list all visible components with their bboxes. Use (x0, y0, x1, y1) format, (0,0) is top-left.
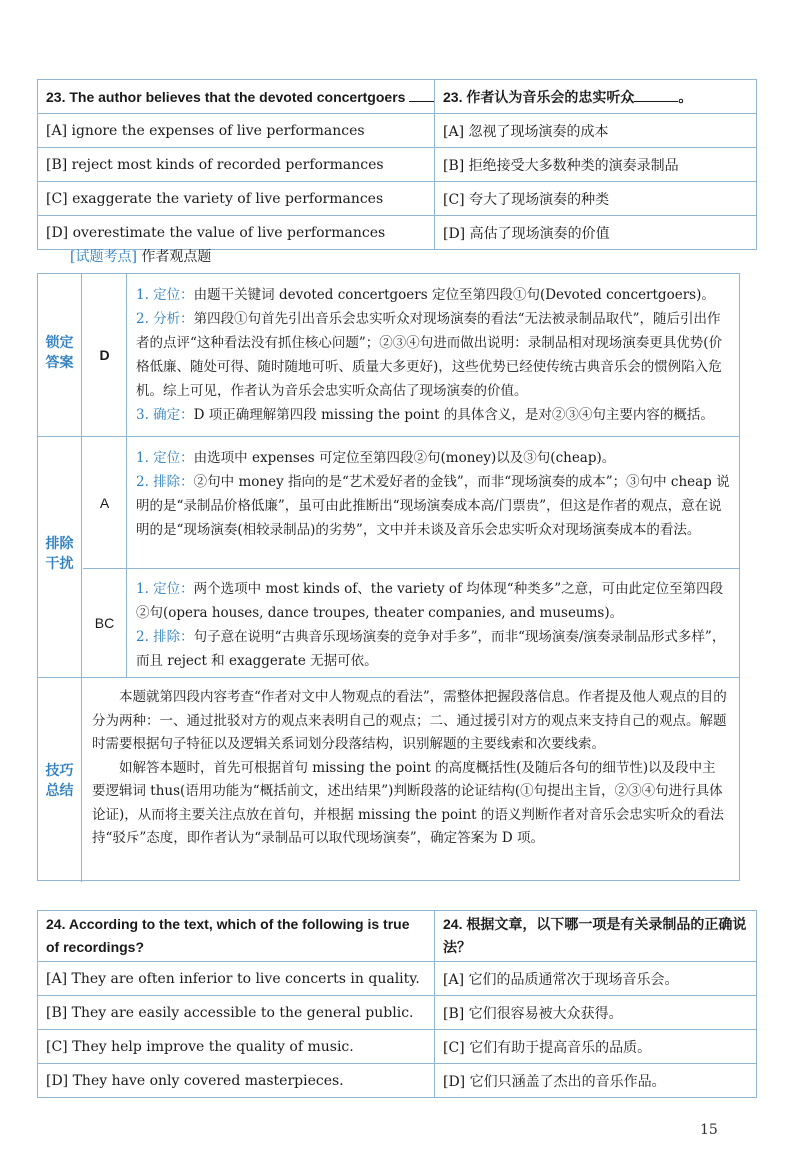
exclude-bc-body (136, 577, 731, 673)
side-label-line: 干扰 (45, 555, 74, 571)
step-text: 第四段①句首先引出音乐会忠实听众对现场演奏的看法“无法被录制品取代”，随后引出作者的点评“这种看法没有抓住核心问题”；②③④句进而做出说明：录制品相对现场演奏更具优势(价格低廉、随处可得、随时随地可听、质量大多更好)，这些优势已经使传统古典音乐会的惯例陷入危机。综上可见，作者认为音乐会忠实听众高估了现场演奏的价值。 (136, 311, 723, 399)
step-text: ②句中 money 指向的是“艺术爱好者的金钱”，而非“现场演奏的成本”；③句中 cheap 说明的是“录制品价格低廉”，虽可由此推断出“现场演奏成本高/门票贵”，但这是作者的观点，意在说明的是“现场演奏(相较录制品)的劣势”，文中并未谈及音乐会忠实听众对现场演奏成本的看法。 (136, 474, 730, 538)
test-point-value: 作者观点题 (141, 249, 212, 265)
option-zh: [B] 它们很容易被大众获得。 (435, 996, 757, 1030)
exclude-section (38, 436, 739, 678)
option-en: [C] They help improve the quality of music. (38, 1030, 435, 1064)
analysis-box (37, 273, 740, 881)
question-24-stem-en: 24. According to the text, which of the following is true of recordings? (38, 911, 435, 962)
option-en: [B] reject most kinds of recorded performances (38, 148, 435, 182)
lock-line-2 (136, 307, 731, 403)
option-en: [B] They are easily accessible to the general public. (38, 996, 435, 1030)
option-zh: [D] 高估了现场演奏的价值 (435, 216, 757, 250)
exclude-label (38, 437, 82, 678)
option-zh: [C] 夸大了现场演奏的种类 (435, 182, 757, 216)
test-point-label: [试题考点] (70, 249, 137, 265)
option-en: [C] exaggerate the variety of live performances (38, 182, 435, 216)
side-label-line: 答案 (45, 354, 74, 370)
divider (83, 568, 739, 569)
question-24-table (37, 910, 757, 1098)
test-point (70, 246, 211, 266)
option-a-cell: A (83, 437, 127, 568)
question-24-stem-row (38, 911, 757, 962)
option-row-b (38, 996, 757, 1030)
exclude-a-body (136, 446, 731, 542)
exclude-bc-line-1 (136, 577, 731, 625)
step-text: 由题干关键词 devoted concertgoers 定位至第四段①句(Devoted concertgoers)。 (193, 287, 715, 303)
option-zh: [C] 它们有助于提高音乐的品质。 (435, 1030, 757, 1064)
tips-paragraph-1: 本题就第四段内容考查“作者对文中人物观点的看法”，需整体把握段落信息。作者提及他人观点的目的分为两种：一、通过批驳对方的观点来表明自己的观点；二、通过援引对方的观点来支持自己的观点。解题时需要根据句子特征以及逻辑关系词划分段落结构，识别解题的主要线索和次要线索。 (92, 689, 727, 752)
option-bc-cell: BC (83, 568, 127, 678)
option-en: [D] overestimate the value of live performances (38, 216, 435, 250)
step-label: 1. 定位： (136, 581, 194, 597)
tips-body (92, 686, 729, 851)
question-24-stem-zh: 24. 根据文章，以下哪一项是有关录制品的正确说法？ (435, 911, 757, 962)
lock-answer-body (136, 283, 731, 427)
lock-line-3 (136, 403, 731, 427)
option-zh: [A] 忽视了现场演奏的成本 (435, 114, 757, 148)
option-zh: [D] 它们只涵盖了杰出的音乐作品。 (435, 1064, 757, 1098)
answer-blank (409, 89, 434, 102)
step-label: 2. 排除： (136, 474, 194, 490)
exclude-a-line-2 (136, 470, 731, 542)
option-zh: [B] 拒绝接受大多数种类的演奏录制品 (435, 148, 757, 182)
side-label-line: 排除 (45, 535, 74, 551)
side-label-line: 总结 (45, 782, 74, 798)
answer-blank (634, 89, 678, 102)
lock-answer-section (38, 274, 739, 436)
option-row-d (38, 216, 757, 250)
step-label: 1. 定位： (136, 287, 194, 303)
tips-section (38, 677, 739, 883)
tips-label (38, 678, 82, 882)
option-en: [D] They have only covered masterpieces. (38, 1064, 435, 1098)
option-en: [A] They are often inferior to live concerts in quality. (38, 962, 435, 996)
step-text: 句子意在说明“古典音乐现场演奏的竞争对手多”，而非“现场演奏/演奏录制品形式多样”，而且 reject 和 exaggerate 无据可依。 (136, 629, 726, 669)
option-row-c (38, 182, 757, 216)
option-zh: [A] 它们的品质通常次于现场音乐会。 (435, 962, 757, 996)
step-label: 2. 排除： (136, 629, 194, 645)
exclude-bc-line-2 (136, 625, 731, 673)
side-label-line: 技巧 (45, 762, 74, 778)
option-row-c (38, 1030, 757, 1064)
question-23-stem-en: 23. The author believes that the devoted concertgoers (38, 80, 435, 114)
lock-line-1 (136, 283, 731, 307)
exclude-a-line-1 (136, 446, 731, 470)
step-label: 3. 确定： (136, 407, 194, 423)
question-23-table (37, 79, 757, 250)
question-23-stem-zh: 23. 作者认为音乐会的忠实听众 。 (435, 80, 757, 114)
correct-answer: D (83, 274, 127, 436)
option-row-b (38, 148, 757, 182)
step-text: 两个选项中 most kinds of、the variety of 均体现“种类多”之意，可由此定位至第四段②句(opera houses, dance troupes, theater companies, and museums)。 (136, 581, 724, 621)
page-number: 15 (700, 1122, 718, 1138)
option-en: [A] ignore the expenses of live performances (38, 114, 435, 148)
step-text: 由选项中 expenses 可定位至第四段②句(money)以及③句(cheap)。 (193, 450, 616, 466)
option-row-a (38, 962, 757, 996)
lock-answer-label (38, 274, 82, 436)
tips-paragraph-2: 如解答本题时，首先可根据首句 missing the point 的高度概括性(及随后各句的细节性)以及段中主要逻辑词 thus(语用功能为“概括前文，述出结果”)判断段落的论证结构(①句提出主旨，②③④句进行具体论证)，从而将主要关注点放在首句，并根据 missing the point 的语义判断作者对音乐会忠实听众的看法持“驳斥”态度，即作者认为“录制品可以取代现场演奏”，确定答案为 D 项。 (92, 759, 724, 846)
option-row-a (38, 114, 757, 148)
step-label: 2. 分析： (136, 311, 194, 327)
side-label-line: 锁定 (45, 334, 74, 350)
step-label: 1. 定位： (136, 450, 194, 466)
option-row-d (38, 1064, 757, 1098)
question-23-stem-row (38, 80, 757, 114)
step-text: D 项正确理解第四段 missing the point 的具体含义，是对②③④句主要内容的概括。 (193, 407, 714, 423)
